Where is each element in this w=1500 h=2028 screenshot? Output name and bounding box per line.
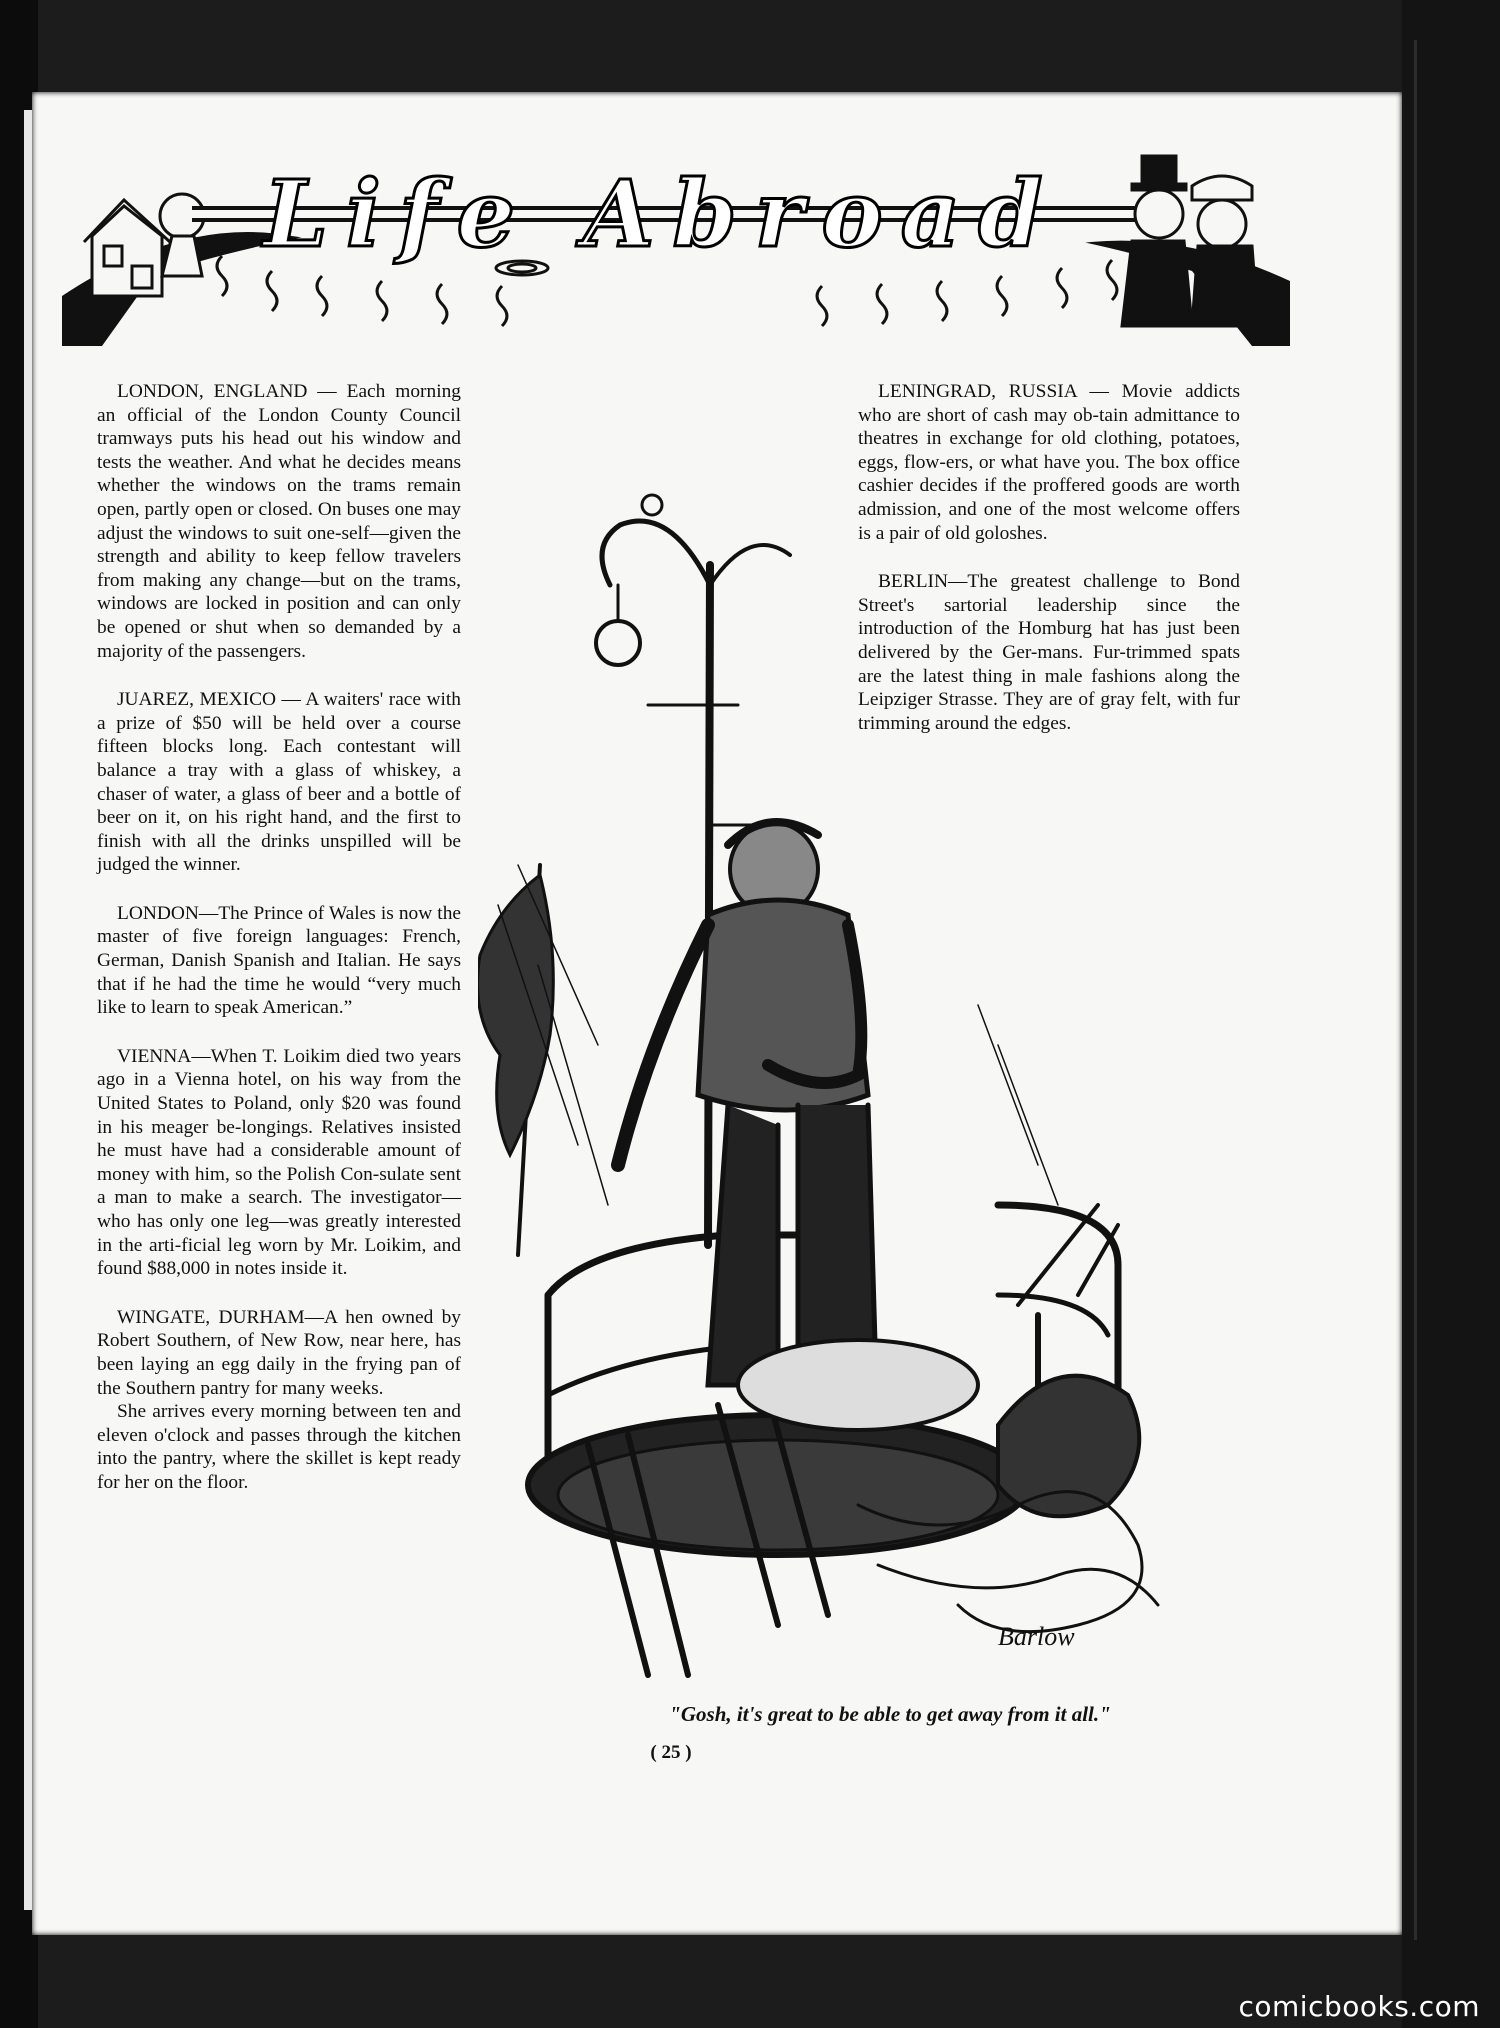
- article-juarez: JUAREZ, MEXICO — A waiters' race with a prize of $50 will be held over a course fifteen blocks long. Each contestant will balance a tray with a glass of whiskey, a chaser of water, a glass of beer and a bottle of beer on it, on his right hand, and the first to finish with all the drinks unspilled will be judged the winner.: [97, 689, 461, 876]
- article-wingate-cont: She arrives every morning between ten and eleven o'clock and passes through the kitchen into the pantry, where the skillet is kept ready for her on the floor.: [97, 1401, 461, 1493]
- banner-art: [62, 96, 1290, 350]
- article-berlin: BERLIN—The greatest challenge to Bond Street's sartorial leadership since the introduction of the Homburg hat has just been delivered by the Ger-mans. Fur-trimmed spats are the latest thing in male fashions along the Leipziger Strasse. They are of gray felt, with fur trimming around the edges.: [858, 571, 1240, 734]
- article-london-trams: LONDON, ENGLAND — Each morning an official of the London County Council tramways puts his head out his window and tests the weather. And what he decides means whether the windows on the trams remain open, partly open or closed. On buses one may adjust the windows to suit one-self—given the strength and ability to keep fellow travelers from making any change—but on the trams, windows are locked in position and can only be opened or shut when so demanded by a majority of the passengers.: [97, 381, 461, 662]
- artist-signature: Barlow: [998, 1622, 1075, 1651]
- banner-title: Life Abroad: [263, 160, 1061, 268]
- article-wingate: WINGATE, DURHAM—A hen owned by Robert Southern, of New Row, near here, has been laying an egg daily in the frying pan of the Southern pantry for many weeks.: [97, 1306, 461, 1399]
- illustration-caption: "Gosh, it's great to be able to get away from it all.": [669, 1702, 1111, 1726]
- illustration-art: [478, 445, 1238, 1685]
- article-leningrad: LENINGRAD, RUSSIA — Movie addicts who are short of cash may ob-tain admittance to theatres in exchange for old clothing, potatoes, eggs, flow-ers, or what have you. The box office cashier decides if the proffered goods are worth admission, and one of the most welcome offers is a pair of old goloshes.: [858, 381, 1240, 544]
- page-number: ( 25 ): [650, 1742, 692, 1763]
- left-page-edge: [24, 110, 32, 1910]
- article-vienna: VIENNA—When T. Loikim died two years ago in a Vienna hotel, on his way from the United States to Poland, only $20 was found in his meager be-longings. Relatives insisted he must have had a considerable amount of money with him, so the Polish Con-sulate sent a man to make a search. The investigator—who has only one leg—was greatly interested in the arti-ficial leg worn by Mr. Loikim, and found $88,000 in notes inside it.: [97, 1045, 461, 1280]
- manhole-illustration: [478, 445, 1238, 1685]
- left-column: [97, 380, 461, 1520]
- watermark-text: comicbooks.com: [1238, 1990, 1480, 2023]
- article-prince-of-wales: LONDON—The Prince of Wales is now the master of five foreign languages: French, German, Danish Spanish and Italian. He says that if he had the time he would “very much like to learn to speak American.”: [97, 902, 461, 1019]
- life-abroad-banner: [62, 96, 1290, 350]
- right-binding: [1402, 0, 1500, 2028]
- binding-line: [1414, 40, 1417, 1940]
